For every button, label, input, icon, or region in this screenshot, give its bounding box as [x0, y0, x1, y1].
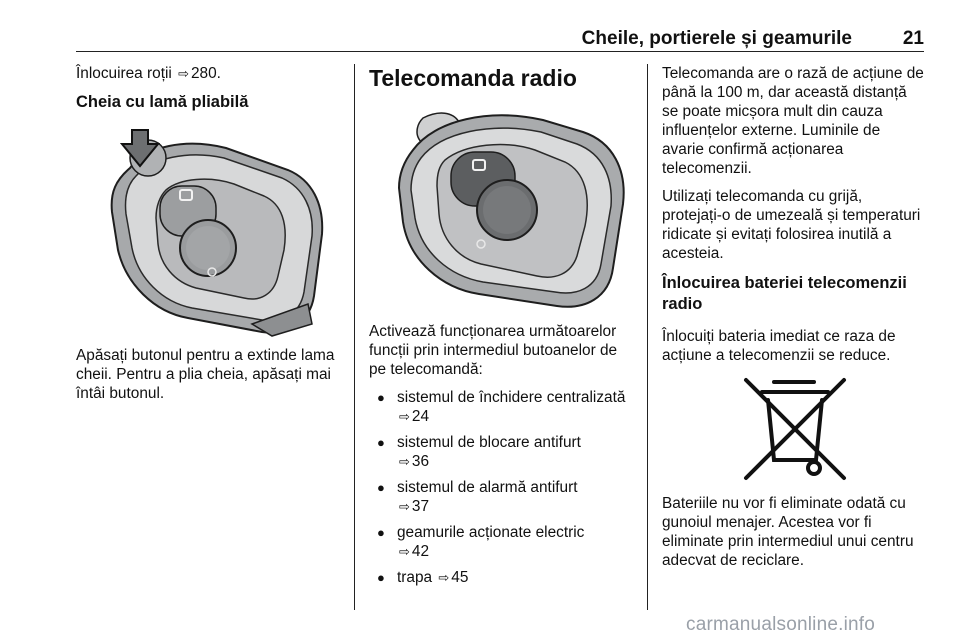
list-item: ● trapa ⇨ 45 — [377, 569, 469, 586]
list-item: ● sistemul de alarmă antifurt ⇨ 37 — [377, 479, 578, 515]
page-ref-arrow-icon[interactable]: ⇨ — [399, 499, 410, 514]
column-divider-1 — [354, 64, 355, 610]
bullet-icon: ● — [377, 435, 385, 450]
header-rule — [76, 51, 924, 52]
section-heading-radio-remote: Telecomanda radio — [369, 65, 577, 91]
left-column — [76, 64, 342, 412]
page-ref[interactable]: 37 — [411, 498, 430, 515]
bullet-icon: ● — [377, 480, 385, 495]
folding-key-illustration — [76, 126, 340, 338]
battery-paragraph: Înlocuiți bateria imediat ce raza de acțiune a telecomenzii se reduce. — [662, 328, 896, 364]
page-ref[interactable]: 280. — [191, 65, 221, 82]
middle-column — [369, 64, 633, 594]
remote-intro: Activează funcționarea următoarelor funcții prin intermediul butoanelor de pe telecomandă: — [369, 323, 618, 378]
page-ref-arrow-icon[interactable]: ⇨ — [399, 544, 410, 559]
section-heading-folding-key: Cheia cu lamă pliabilă — [76, 93, 249, 111]
page-ref[interactable]: 42 — [411, 543, 430, 560]
list-item: ● geamurile acționate electric ⇨ 42 — [377, 524, 585, 560]
page-number: 21 — [902, 28, 924, 49]
intro-line: Înlocuirea roții ⇨ 280. — [76, 65, 221, 82]
list-item: ● sistemul de închidere centralizată ⇨ 24 — [377, 389, 626, 425]
bullet-icon: ● — [377, 525, 385, 540]
disposal-paragraph: Bateriile nu vor fi eliminate odată cu gunoiul menajer. Acestea vor fi eliminate prin intermediul unui centru adecvat de reciclare. — [662, 495, 914, 569]
folding-key-description: Apăsați butonul pentru a extinde lama cheii. Pentru a plia cheia, apăsați mai întâi butonul. — [76, 347, 335, 402]
column-divider-2 — [647, 64, 648, 610]
bullet-icon: ● — [377, 570, 385, 585]
page-ref-arrow-icon[interactable]: ⇨ — [399, 409, 410, 424]
page-ref[interactable]: 36 — [411, 453, 430, 470]
page-ref[interactable]: 45 — [451, 569, 469, 586]
section-heading-battery-replacement: Înlocuirea bateriei telecomenzii radio — [662, 274, 907, 313]
watermark-brand: carmanualsonline.info — [686, 614, 876, 635]
bullet-icon: ● — [377, 390, 385, 405]
list-item: ● sistemul de blocare antifurt ⇨ 36 — [377, 434, 581, 470]
crossed-bin-icon — [662, 374, 926, 484]
range-paragraph: Telecomanda are o rază de acțiune de până la 100 m, dar această distanță se poate micșora mult din cauza influențelor externe. Luminile de avarie confirmă acționarea telecomenzii. — [662, 65, 924, 177]
care-paragraph: Utilizați telecomanda cu grijă, protejați-o de umezeală și temperaturi ridicate și evitați folosirea inutilă a acesteia. — [662, 188, 921, 262]
page-ref-arrow-icon[interactable]: ⇨ — [438, 570, 450, 585]
remote-functions-list — [369, 388, 633, 587]
page-ref[interactable]: 24 — [411, 408, 430, 425]
radio-remote-illustration — [369, 104, 631, 310]
page-ref-arrow-icon[interactable]: ⇨ — [399, 454, 410, 469]
page-header — [76, 28, 924, 50]
header-title: Cheile, portierele și geamurile — [581, 28, 852, 49]
page-ref-arrow-icon[interactable]: ⇨ — [178, 66, 189, 81]
right-column — [662, 64, 926, 579]
